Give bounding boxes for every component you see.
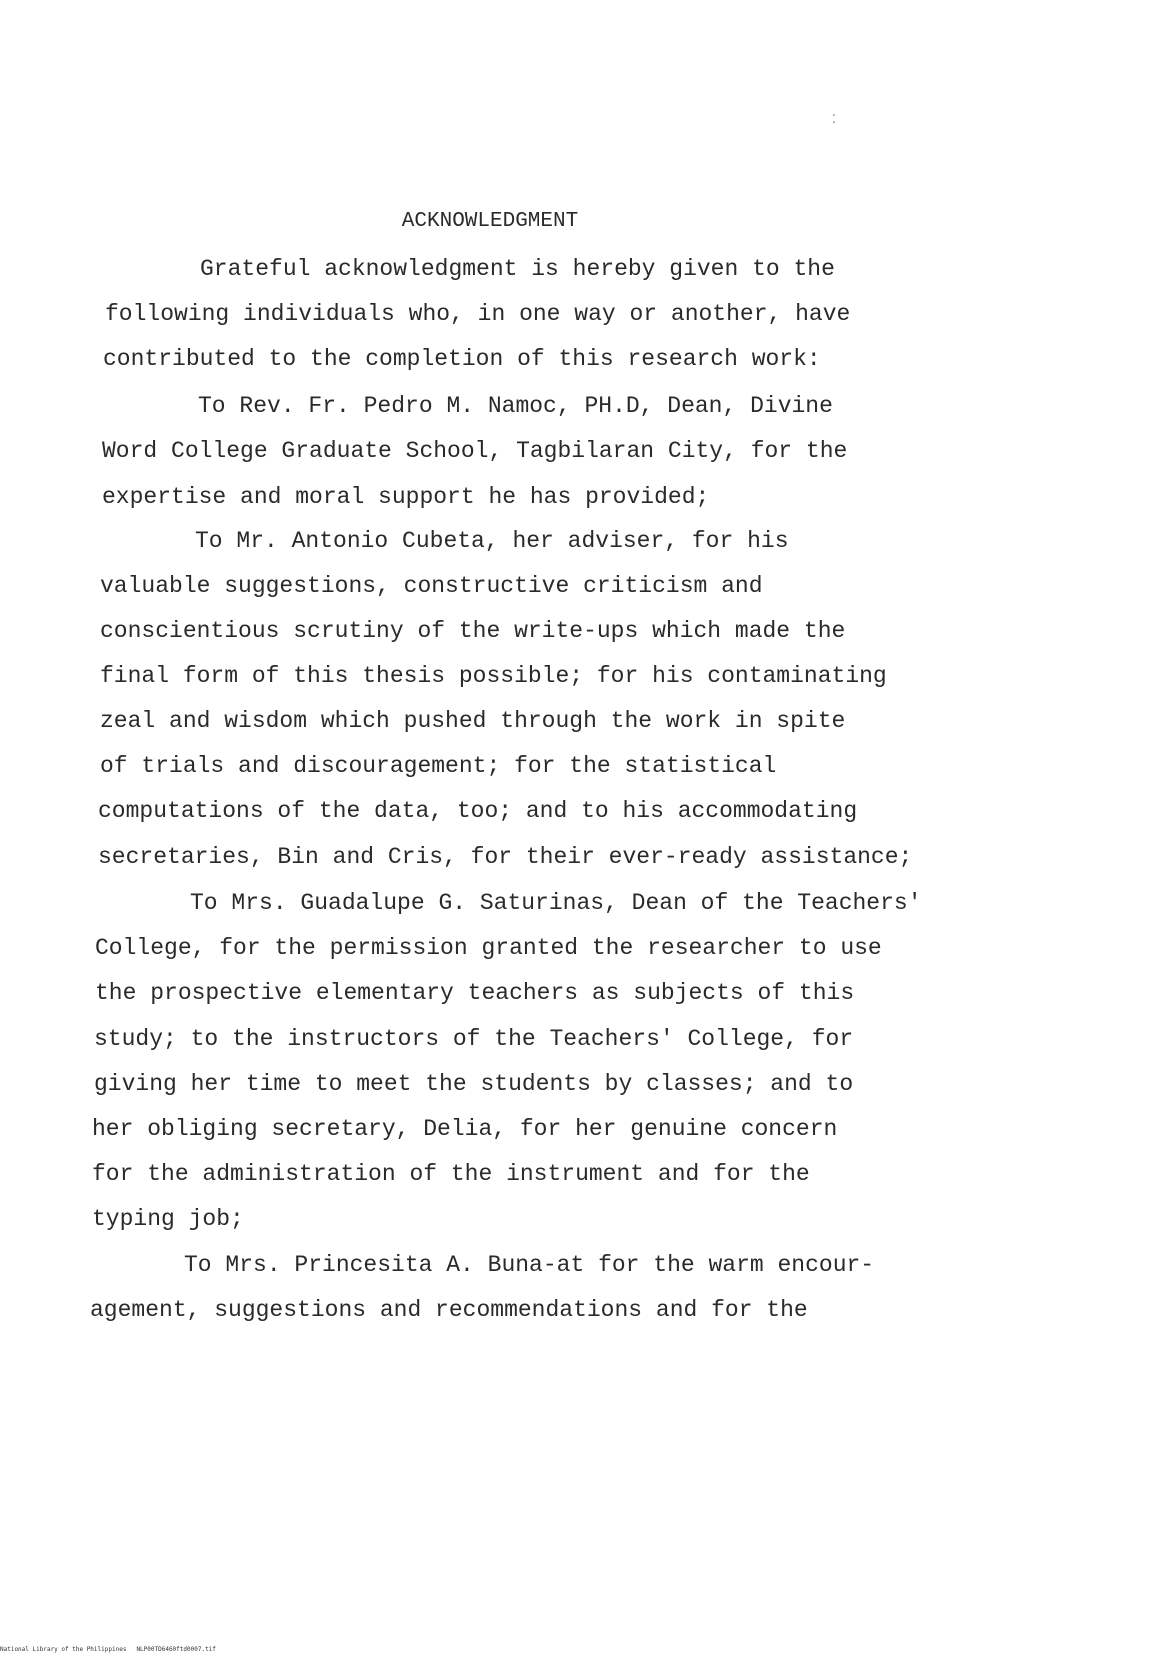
text-line: To Mrs. Princesita A. Buna-at for the warm encour- (184, 1252, 875, 1278)
text-line: To Mrs. Guadalupe G. Saturinas, Dean of the Teachers' (190, 890, 922, 916)
text-line: College, for the permission granted the researcher to use (95, 935, 882, 961)
text-line: agement, suggestions and recommendations and for the (90, 1297, 808, 1323)
text-line: the prospective elementary teachers as subjects of this (95, 980, 855, 1006)
text-line: giving her time to meet the students by classes; and to (94, 1071, 854, 1097)
text-line: her obliging secretary, Delia, for her genuine concern (92, 1116, 838, 1142)
text-line: To Rev. Fr. Pedro M. Namoc, PH.D, Dean, Divine (198, 393, 833, 419)
scan-footer (0, 1646, 226, 1653)
text-line: secretaries, Bin and Cris, for their ever-ready assistance; (98, 844, 913, 870)
footer-library: National Library of the Philippines (0, 1646, 127, 1653)
page-title: ACKNOWLEDGMENT (401, 210, 579, 233)
text-line: of trials and discouragement; for the statistical (100, 753, 777, 779)
text-line: Word College Graduate School, Tagbilaran City, for the (102, 438, 848, 464)
text-line: final form of this thesis possible; for his contaminating (100, 663, 887, 689)
scan-speck: ⁚ (832, 113, 836, 127)
text-line: Grateful acknowledgment is hereby given to the (200, 256, 835, 282)
text-line: study; to the instructors of the Teachers' College, for (94, 1026, 854, 1052)
text-line: computations of the data, too; and to his accommodating (98, 798, 858, 824)
text-line: following individuals who, in one way or another, have (105, 301, 851, 327)
text-line: contributed to the completion of this research work: (103, 346, 821, 372)
text-line: zeal and wisdom which pushed through the work in spite (100, 708, 846, 734)
footer-filename: NLP00TD6460ftd0007.tif (136, 1646, 216, 1653)
text-line: valuable suggestions, constructive criticism and (100, 573, 763, 599)
text-line: conscientious scrutiny of the write-ups which made the (100, 618, 846, 644)
text-line: To Mr. Antonio Cubeta, her adviser, for his (195, 528, 789, 554)
text-line: expertise and moral support he has provided; (102, 484, 710, 510)
text-line: for the administration of the instrument and for the (92, 1161, 810, 1187)
text-line: typing job; (92, 1206, 244, 1232)
